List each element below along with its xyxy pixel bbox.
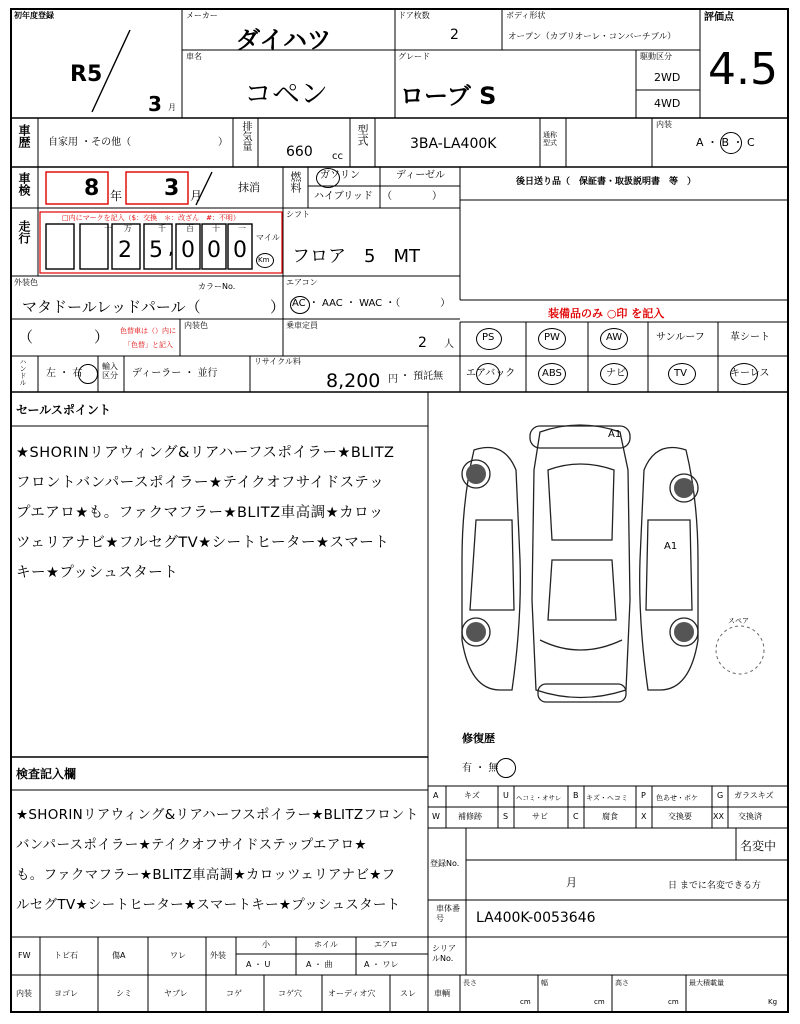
capacity-label: 乗車定員: [286, 321, 318, 330]
ext-val-aero: A ・ ワレ: [364, 960, 399, 969]
sales-points-title: セールスポイント: [16, 403, 111, 417]
equip-abs: ABS: [542, 368, 562, 379]
repair-value: 有 ・ 無: [462, 763, 499, 774]
legend-u-text: ヘコミ・オサレ: [516, 794, 562, 802]
common-model-label: 通称型式: [543, 131, 557, 147]
int-item-2: シミ: [116, 989, 132, 998]
body-shape-label: ボディ形状: [506, 11, 546, 20]
fuel-hybrid: ハイブリッド: [314, 191, 373, 202]
equip-tv: TV: [674, 368, 687, 379]
legend-b-text: キズ・ヘコミ: [586, 794, 628, 802]
mileage-label: 走行: [17, 220, 31, 244]
import-label: 輸入区分: [102, 362, 118, 381]
sales-line-1: ★SHORINリアウィング&リアハーフスポイラー★BLITZ: [16, 445, 395, 461]
mileage-digit-5: 0: [233, 238, 247, 263]
legend-s-code: S: [503, 812, 509, 821]
first-reg-month-suffix: 月: [168, 103, 176, 112]
notes-line-3: も。ファクマフラー★BLITZ車高調★カロッツェリアナビ★フ: [16, 867, 396, 883]
notes-line-2: バンパースポイラー★テイクオフサイドステップエアロ★: [16, 837, 367, 853]
dim-length-unit: cm: [520, 998, 531, 1006]
sales-line-4: ツェリアナビ★フルセグTV★シートヒーター★スマート: [16, 535, 390, 551]
color-change-paren-open: （: [18, 328, 34, 346]
interior-color-label: 内装色: [184, 321, 208, 330]
sales-line-5: キー★プッシュスタート: [16, 565, 179, 581]
legend-a-text: キズ: [464, 791, 480, 800]
legend-a-code: A: [433, 791, 439, 800]
fuel-other: （ ）: [382, 191, 442, 202]
mileage-digit-1: 2: [118, 238, 132, 263]
inspection-month-suffix: 月: [190, 189, 203, 203]
fw-item-2: 傷A: [112, 951, 126, 960]
first-reg-label: 初年度登録: [14, 11, 54, 20]
legend-w-code: W: [432, 812, 440, 821]
ext-head-aero: エアロ: [374, 940, 398, 949]
name-change-label: 名変中: [740, 839, 777, 853]
ac-label: エアコン: [286, 278, 318, 287]
fw-item-3: ワレ: [170, 951, 186, 960]
recycle-deposited: ・ 預託無: [400, 371, 444, 382]
equip-sunroof: サンルーフ: [656, 332, 705, 343]
ext-color-label: 外装色: [14, 278, 38, 287]
equip-ps: PS: [482, 332, 495, 343]
legend-b-code: B: [573, 791, 579, 800]
int-item-5: コゲ穴: [278, 989, 302, 998]
car-name-value: コペン: [244, 77, 329, 110]
fw-item-1: トビ石: [54, 951, 78, 960]
legend-g-code: G: [717, 791, 724, 800]
ext-val-small: A ・ U: [246, 960, 271, 969]
mileage-digit-2: 5: [149, 238, 163, 263]
model-value: 3BA-LA400K: [410, 136, 497, 152]
dim-height-unit: cm: [668, 998, 679, 1006]
ext-color-paren: ）: [270, 298, 286, 316]
dim-width-label: 幅: [541, 979, 548, 987]
dim-load-label: 最大積載量: [689, 979, 724, 987]
ac-value: AC ・ AAC ・ WAC ・（ ）: [292, 298, 451, 309]
sales-line-2: フロントバンパースポイラー★テイクオフサイドステッ: [16, 475, 385, 491]
recycle-value: 8,200: [326, 370, 381, 392]
serial-label: シリアルNo.: [432, 944, 456, 963]
first-reg-month: 3: [148, 92, 162, 116]
legend-xx-text: 交換済: [738, 812, 762, 821]
mileage-digit-4: 0: [207, 238, 221, 263]
displacement-value: 660: [286, 144, 313, 160]
doors-value: 2: [450, 27, 459, 43]
color-change-note-2: 「色替」と記入: [124, 341, 173, 349]
inspection-year-suffix: 年: [110, 189, 123, 203]
registration-day-note: 日 までに名変できる方: [668, 881, 761, 891]
unit-sen: 千: [158, 224, 166, 233]
color-change-paren-close: ）: [94, 328, 110, 346]
ext-head-wheel: ホイル: [314, 940, 338, 949]
equip-airbag: エアバック: [466, 368, 516, 379]
capacity-unit: 人: [444, 339, 454, 350]
handle-label: ハンドル: [19, 358, 27, 386]
registration-label: 登録No.: [430, 859, 460, 868]
unit-man: 万: [124, 224, 132, 233]
legend-p-code: P: [641, 791, 646, 800]
dim-length-label: 長さ: [463, 979, 477, 987]
equip-leather: 革シート: [730, 332, 770, 343]
repair-label: 修復歴: [462, 732, 495, 745]
legend-c-code: C: [573, 812, 579, 821]
ext-head-small: 小: [262, 940, 270, 949]
mileage-comma: ,: [168, 238, 174, 259]
legend-w-text: 補修跡: [458, 812, 482, 821]
unit-hyaku: 百: [186, 224, 194, 233]
dim-load-unit: Kg: [768, 998, 778, 1006]
unit-juu: 十: [212, 224, 220, 233]
legend-s-text: サビ: [532, 812, 548, 821]
int-item-6: オーディオ穴: [328, 989, 376, 998]
handle-value: 左 ・ 右: [46, 368, 83, 379]
equip-navi: ナビ: [606, 368, 626, 379]
drive-label: 駆動区分: [640, 52, 672, 61]
maker-value: ダイハツ: [236, 26, 332, 54]
car-name-label: 車名: [186, 52, 202, 61]
int-label: 内装: [16, 989, 32, 998]
inspection-notes-body: [16, 800, 426, 920]
legend-u-code: U: [503, 791, 509, 800]
recycle-unit: 円: [388, 374, 398, 385]
interior-label: 内装: [656, 120, 672, 129]
diagram-mark-side: A1: [664, 541, 678, 552]
ext-color-value: マタドールレッドパール（: [22, 298, 201, 316]
equip-pw: PW: [544, 332, 560, 343]
fuel-label: 燃料: [289, 171, 302, 193]
int-item-1: ヨゴレ: [54, 989, 78, 998]
history-label: 車歴: [17, 124, 31, 148]
first-reg-era: R5: [70, 62, 103, 87]
drive-2wd: 2WD: [654, 71, 681, 84]
notes-line-4: ルセグTV★シートヒーター★スマートキー★プッシュスタート: [16, 897, 401, 913]
chassis-value: LA400K-0053646: [476, 910, 596, 926]
equip-keyless: キーレス: [730, 368, 770, 379]
score-value: 4.5: [708, 44, 778, 95]
legend-p-text: 色あせ・ボケ: [656, 794, 698, 802]
color-no-label: カラーNo.: [198, 282, 236, 291]
int-item-7: スレ: [400, 989, 416, 998]
inspection-label: 車検: [17, 172, 31, 196]
body-shape-value: オープン（カブリオーレ・コンバーチブル）: [508, 32, 676, 42]
spare-label: スペア: [728, 617, 749, 625]
shift-value: フロア 5 MT: [292, 246, 420, 267]
history-paren: ）: [218, 137, 228, 148]
equip-aw: AW: [606, 332, 623, 343]
docs-label: 後日送り品（ 保証書・取扱説明書 等 ）: [516, 177, 697, 187]
maker-label: メーカー: [186, 11, 218, 20]
km-label: Km: [258, 256, 270, 264]
inspection-year: 8: [84, 176, 100, 201]
inspection-notes-title: 検査記入欄: [16, 767, 77, 781]
fw-label: FW: [18, 951, 31, 960]
legend-g-text: ガラスキズ: [734, 791, 774, 800]
int-item-3: ヤブレ: [164, 989, 188, 998]
unit-ichi: 一: [238, 224, 246, 233]
doors-label: ドア枚数: [398, 11, 430, 20]
dim-height-label: 高さ: [615, 979, 629, 987]
sales-line-3: プエアロ★も。ファクマフラー★BLITZ車高調★カロッ: [16, 505, 384, 521]
displacement-unit: cc: [332, 151, 343, 162]
legend-xx-code: XX: [713, 812, 724, 821]
legend-c-text: 腐食: [602, 812, 618, 821]
drive-4wd: 4WD: [654, 97, 681, 110]
history-value: 自家用 ・その他（: [48, 137, 132, 148]
grade-label: グレード: [398, 52, 430, 61]
registration-month: 月: [566, 876, 577, 889]
inspection-month: 3: [164, 176, 180, 201]
unit-ten-man: 十: [104, 224, 112, 233]
dims-label: 車輌: [434, 989, 450, 998]
legend-x-code: X: [641, 812, 647, 821]
shift-label: シフト: [286, 210, 310, 219]
repair-none-circle: [496, 758, 516, 778]
score-label: 評価点: [704, 12, 734, 23]
fuel-gasoline: ガソリン: [320, 170, 360, 181]
ext-label: 外装: [210, 951, 226, 960]
chassis-label: 車体番号: [436, 904, 460, 923]
dim-width-unit: cm: [594, 998, 605, 1006]
diagram-mark-front: A1: [608, 429, 622, 440]
color-change-note-1: 色替車は（）内に: [120, 327, 176, 335]
int-item-4: コゲ: [226, 989, 242, 998]
legend-x-text: 交換要: [668, 812, 692, 821]
recycle-label: リサイクル料: [254, 357, 301, 366]
ext-val-wheel: A ・ 曲: [306, 960, 333, 969]
model-label: 型式: [356, 124, 369, 146]
fuel-diesel: ディーゼル: [396, 170, 445, 181]
notes-line-1: ★SHORINリアウィング&リアハーフスポイラー★BLITZフロント: [16, 807, 419, 823]
capacity-value: 2: [418, 335, 427, 351]
grade-value: ローブ S: [400, 82, 497, 110]
equipment-label: 装備品のみ ○印 を記入: [548, 307, 665, 320]
interior-grades: A ・ B ・ C: [696, 136, 755, 149]
deleted-label: 抹消: [238, 181, 260, 194]
import-value: ディーラー ・ 並行: [132, 368, 218, 379]
displacement-label: 排気量: [240, 121, 251, 151]
mileage-note: □内にマークを記入（$：交換 ＊：改ざん #：不明）: [62, 214, 240, 222]
mileage-digit-3: 0: [181, 238, 195, 263]
mile-label: マイル: [256, 233, 280, 242]
